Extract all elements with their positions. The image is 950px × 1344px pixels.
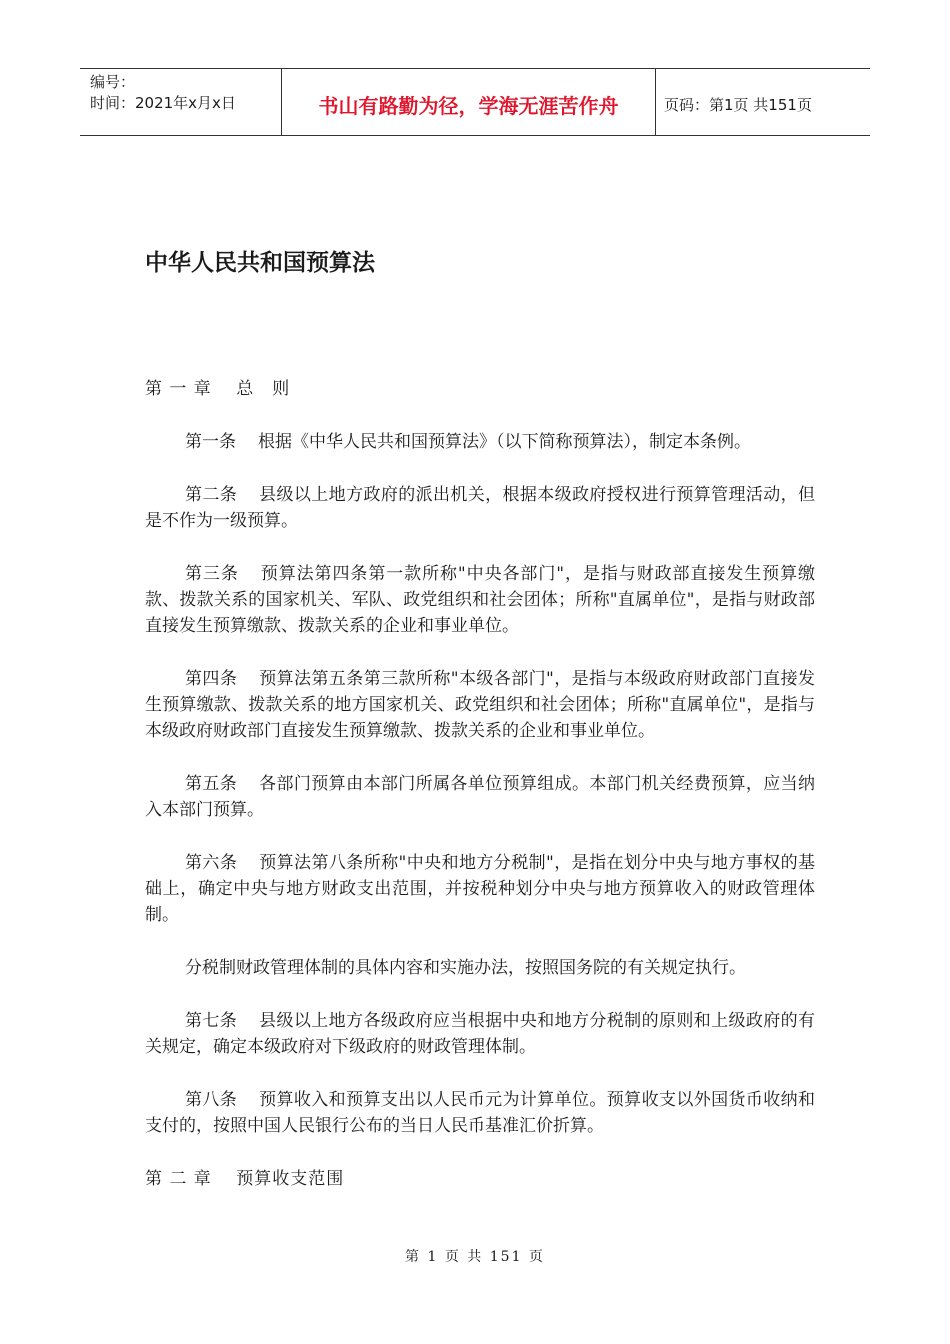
document-body [145, 376, 815, 1219]
number-label: 编号： [90, 73, 136, 91]
article-3 [145, 561, 815, 639]
article-7 [145, 1008, 815, 1060]
article-2 [145, 482, 815, 534]
article-4 [145, 666, 815, 744]
article-8 [145, 1087, 815, 1139]
article-number: 第六条 [185, 853, 238, 873]
article-5 [145, 771, 815, 823]
article-number: 第七条 [185, 1011, 238, 1031]
article-text: 预算法第八条所称"中央和地方分税制"，是指在划分中央与地方事权的基础上，确定中央与地方财政支出范围，并按税种划分中央与地方预算收入的财政管理体制。 [145, 853, 816, 925]
time-label: 时间：2021年x月x日 [90, 94, 236, 112]
header-motto: 书山有路勤为径，学海无涯苦作舟 [282, 69, 656, 135]
article-number: 第二条 [185, 485, 238, 505]
article-number: 第四条 [185, 669, 238, 689]
article-1 [145, 429, 815, 455]
article-text: 县级以上地方政府的派出机关，根据本级政府授权进行预算管理活动，但是不作为一级预算。 [145, 485, 816, 531]
article-text: 预算法第五条第三款所称"本级各部门"，是指与本级政府财政部门直接发生预算缴款、拨款关系的地方国家机关、政党组织和社会团体；所称"直属单位"，是指与本级政府财政部门直接发生预算缴款、拨款关系的企业和事业单位。 [145, 669, 816, 741]
chapter-heading-2: 第 二 章 预算收支范围 [145, 1169, 345, 1189]
article-text: 县级以上地方各级政府应当根据中央和地方分税制的原则和上级政府的有关规定，确定本级政府对下级政府的财政管理体制。 [145, 1011, 816, 1057]
article-text: 各部门预算由本部门所属各单位预算组成。本部门机关经费预算，应当纳入本部门预算。 [145, 774, 816, 820]
article-6-paragraph-2 [145, 955, 815, 981]
article-number: 第五条 [185, 774, 238, 794]
article-number: 第三条 [185, 564, 239, 584]
article-text: 分税制财政管理体制的具体内容和实施办法，按照国务院的有关规定执行。 [185, 958, 746, 978]
document-title: 中华人民共和国预算法 [145, 250, 375, 276]
article-text: 预算法第四条第一款所称"中央各部门"，是指与财政部直接发生预算缴款、拨款关系的国家机关、军队、政党组织和社会团体；所称"直属单位"，是指与财政部直接发生预算缴款、拨款关系的企业和事业单位。 [145, 564, 816, 636]
page-header [80, 68, 870, 136]
header-page-label: 页码：第1页 共151页 [664, 95, 812, 114]
chapter-heading-1: 第 一 章 总 则 [145, 379, 291, 399]
page-footer: 第 1 页 共 151 页 [405, 1249, 545, 1265]
article-text: 根据《中华人民共和国预算法》（以下简称预算法），制定本条例。 [258, 432, 751, 452]
header-info [80, 69, 282, 135]
article-text: 预算收入和预算支出以人民币元为计算单位。预算收支以外国货币收纳和支付的，按照中国人民银行公布的当日人民币基准汇价折算。 [145, 1090, 816, 1136]
article-6 [145, 850, 815, 928]
article-number: 第八条 [185, 1090, 238, 1110]
article-number: 第一条 [185, 432, 236, 452]
